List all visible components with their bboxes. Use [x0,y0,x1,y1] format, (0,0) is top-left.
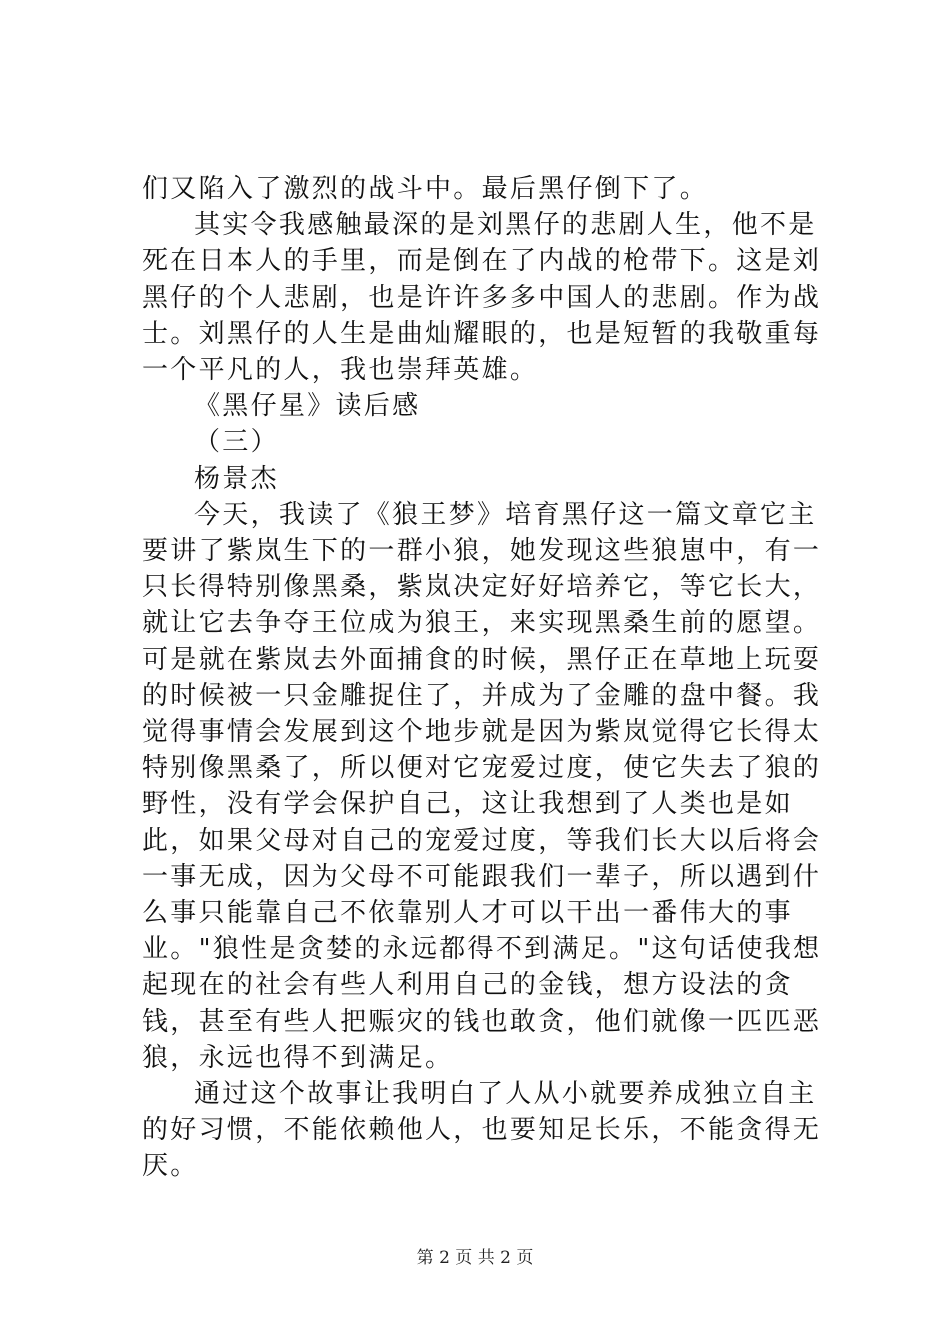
page-number-footer: 第 2 页 共 2 页 [416,1248,534,1268]
document-body [142,171,832,1185]
essay-number: （三） [194,427,279,458]
paragraph-reflection: 其实令我感触最深的是刘黑仔的悲剧人生，他不是死在日本人的手里，而是倒在了内战的枪带下。这是刘黑仔的个人悲剧，也是许许多多中国人的悲剧。作为战士。刘黑仔的人生是曲灿耀眼的，也是短暂的我敬重每一个平凡的人，我也崇拜英雄。 [142,210,822,386]
paragraph-main: 今天，我读了《狼王梦》培育黑仔这一篇文章它主要讲了紫岚生下的一群小狼，她发现这些狼崽中，有一只长得特别像黑桑，紫岚决定好好培养它，等它长大，就让它去争夺王位成为狼王，来实现黑桑生前的愿望。可是就在紫岚去外面捕食的时候，黑仔正在草地上玩耍的时候被一只金雕捉住了，并成为了金雕的盘中餐。我觉得事情会发展到这个地步就是因为紫岚觉得它长得太特别像黑桑了，所以便对它宠爱过度，使它失去了狼的野性，没有学会保护自己，这让我想到了人类也是如此，如果父母对自己的宠爱过度，等我们长大以后将会一事无成，因为父母不可能跟我们一辈子，所以遇到什么事只能靠自己不依靠别人才可以干出一番伟大的事业。"狼性是贪婪的永远都得不到满足。"这句话使我想起现在的社会有些人利用自己的金钱，想方设法的贪钱，甚至有些人把赈灾的钱也敢贪，他们就像一匹匹恶狼，永远也得不到满足。 [142,499,822,1073]
essay-title: 《黑仔星》读后感 [194,391,421,422]
essay-author: 杨景杰 [194,463,279,494]
paragraph-conclusion: 通过这个故事让我明白了人从小就要养成独立自主的好习惯，不能依赖他人，也要知足长乐，不能贪得无厌。 [142,1079,822,1182]
paragraph-continuation: 们又陷入了激烈的战斗中。最后黑仔倒下了。 [142,174,709,204]
